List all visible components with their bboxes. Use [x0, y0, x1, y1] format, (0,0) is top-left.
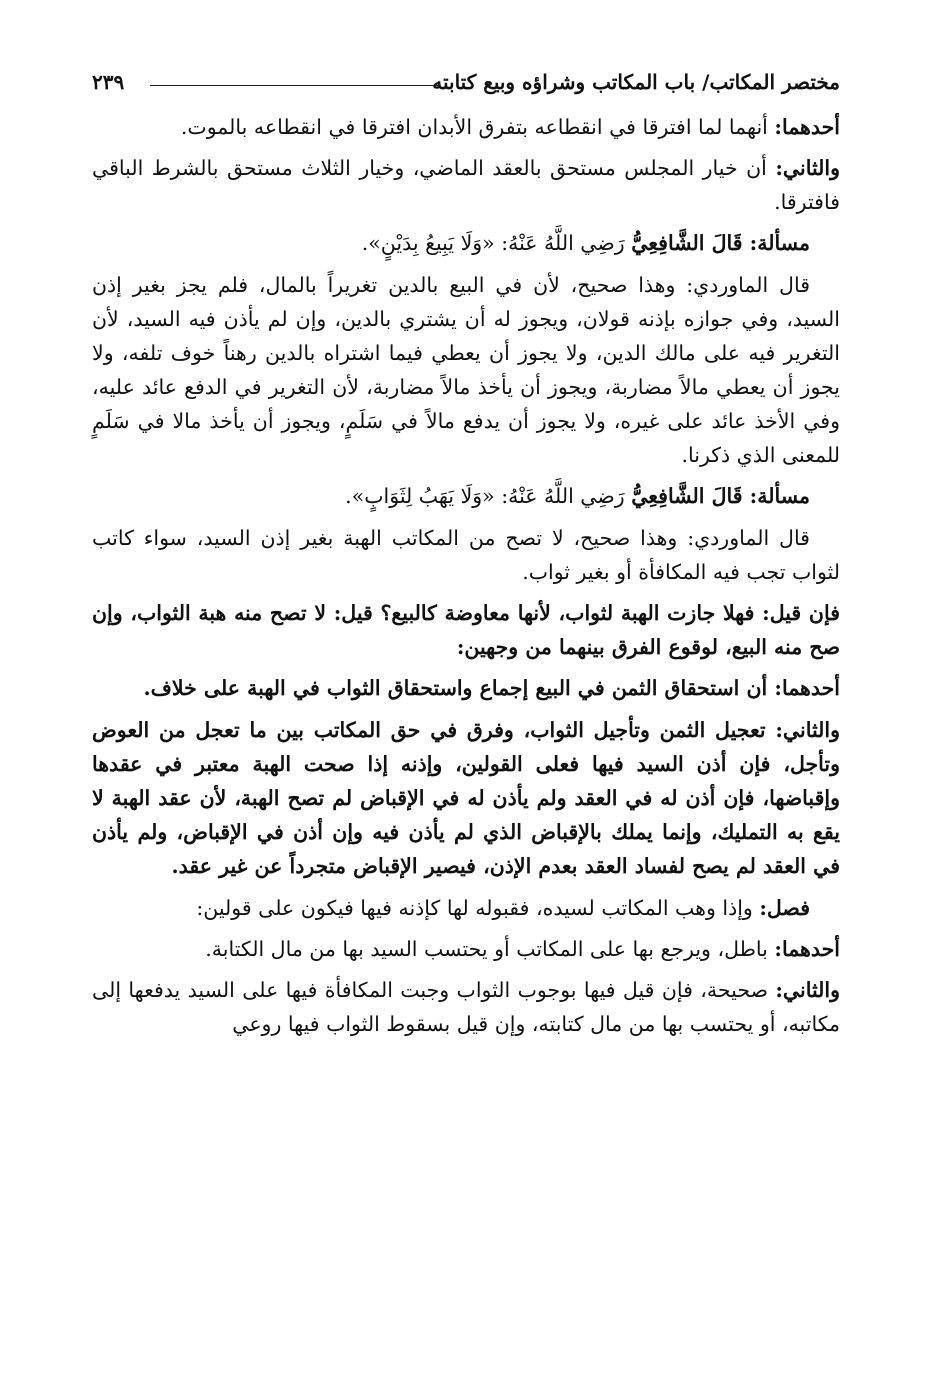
paragraph-lead: والثاني:	[775, 978, 840, 1002]
paragraph-text: وإذا وهب المكاتب لسيده، فقبوله لها كإذنه فيها فيكون على قولين:	[196, 896, 760, 920]
header-rule	[150, 85, 440, 86]
paragraph-text: قال الماوردي: وهذا صحيح، لأن في البيع بالدين تغريراً بالمال، فلم يجز بغير إذن السيد، وفي جوازه بإذنه قولان، ويجوز له أن يشتري بالدين، وإن لم يأذن فيه السيد، لأن التغرير فيه على مالك الدين، ولا يجوز أن يعطي فيما اشتراه بالدين رهناً خوف تلفه، ولا يجوز أن يعطي مالاً مضاربة، ويجوز أن يأخذ مالاً مضاربة، لأن التغرير في الدفع عائد عليه، وفي الأخذ عائد على غيره، ولا يجوز أن يدفع مالاً في سَلَمٍ، ويجوز أن يأخذ مالا في سَلَمٍ للمعنى الذي ذكرنا.	[92, 273, 840, 467]
fasl-heading: فصل:	[759, 896, 810, 920]
paragraph-text: رَضِي اللَّهُ عَنْهُ: «وَلَا يَبِيعُ بِدَيْنٍ».	[361, 231, 632, 255]
masala-heading: مسألة: قَالَ الشَّافِعِيُّ	[631, 484, 810, 508]
paragraph-text: فإن قيل: فهلا جازت الهبة لثواب، لأنها معاوضة كالبيع؟ قيل: لا تصح منه هبة الثواب، وإن صح منه البيع، لوقوع الفرق بينهما من وجهين:	[92, 601, 840, 659]
paragraph-5-masala	[92, 479, 840, 513]
paragraph-text: صحيحة، فإن قيل فيها بوجوب الثواب وجبت المكافأة فيها على السيد يدفعها إلى مكاتبه، أو يحتسب بها من مال كتابته، وإن قيل بسقوط الثواب فيها روعي	[92, 978, 840, 1036]
paragraph-text: باطل، ويرجع بها على المكاتب أو يحتسب السيد بها من مال الكتابة.	[205, 937, 775, 961]
paragraph-lead: أحدهما:	[774, 937, 840, 961]
paragraph-9	[92, 713, 840, 883]
paragraph-12	[92, 973, 840, 1041]
paragraph-2	[92, 151, 840, 219]
masala-heading: مسألة: قَالَ الشَّافِعِيُّ	[631, 231, 810, 255]
paragraph-lead: والثاني:	[775, 156, 840, 180]
paragraph-lead: أحدهما:	[774, 676, 840, 700]
paragraph-8	[92, 671, 840, 705]
paragraph-lead: أحدهما:	[774, 115, 840, 139]
paragraph-3-masala	[92, 226, 840, 260]
paragraph-10-fasl	[92, 891, 840, 925]
paragraph-text: أنهما لما افترقا في انقطاعه بتفرق الأبدان افترقا في انقطاعه بالموت.	[180, 115, 775, 139]
paragraph-text: قال الماوردي: وهذا صحيح، لا تصح من المكاتب الهبة بغير إذن السيد، سواء كاتب لثواب تجب فيه المكافأة أو بغير ثواب.	[92, 526, 840, 584]
paragraph-text: أن استحقاق الثمن في البيع إجماع واستحقاق الثواب في الهبة على خلاف.	[143, 676, 775, 700]
paragraph-text: رَضِي اللَّهُ عَنْهُ: «وَلَا يَهَبُ لِثَوَابٍ».	[345, 484, 632, 508]
running-header	[92, 68, 840, 100]
paragraph-11	[92, 932, 840, 966]
paragraph-4	[92, 268, 840, 472]
paragraph-text: تعجيل الثمن وتأجيل الثواب، وفرق في حق المكاتب بين ما تعجل من العوض وتأجل، فإن أذن السيد فيها فعلى القولين، وإذنه إذا صحت الهبة معتبر في عقدها وإقباضها، فإن أذن له في العقد ولم يأذن له في الإقباض لم تصح الهبة، لأن عقد الهبة لا يقع به التمليك، وإنما يملك بالإقباض الذي لم يأذن فيه وإن أذن في الإقباض، ولم يأذن في العقد لم يصح لفساد العقد بعدم الإذن، فيصير الإقباض متجرداً عن غير عقد.	[92, 718, 840, 878]
page-number: ٢٣٩	[92, 70, 125, 94]
paragraph-1	[92, 110, 840, 144]
page-body	[92, 110, 840, 1048]
paragraph-text: أن خيار المجلس مستحق بالعقد الماضي، وخيار الثلاث مستحق بالشرط الباقي فافترقا.	[92, 156, 840, 214]
paragraph-lead: والثاني:	[775, 718, 840, 742]
header-title: مختصر المكاتب/ باب المكاتب وشراؤه وبيع كتابته	[432, 70, 840, 94]
paragraph-7	[92, 596, 840, 664]
paragraph-6	[92, 521, 840, 589]
